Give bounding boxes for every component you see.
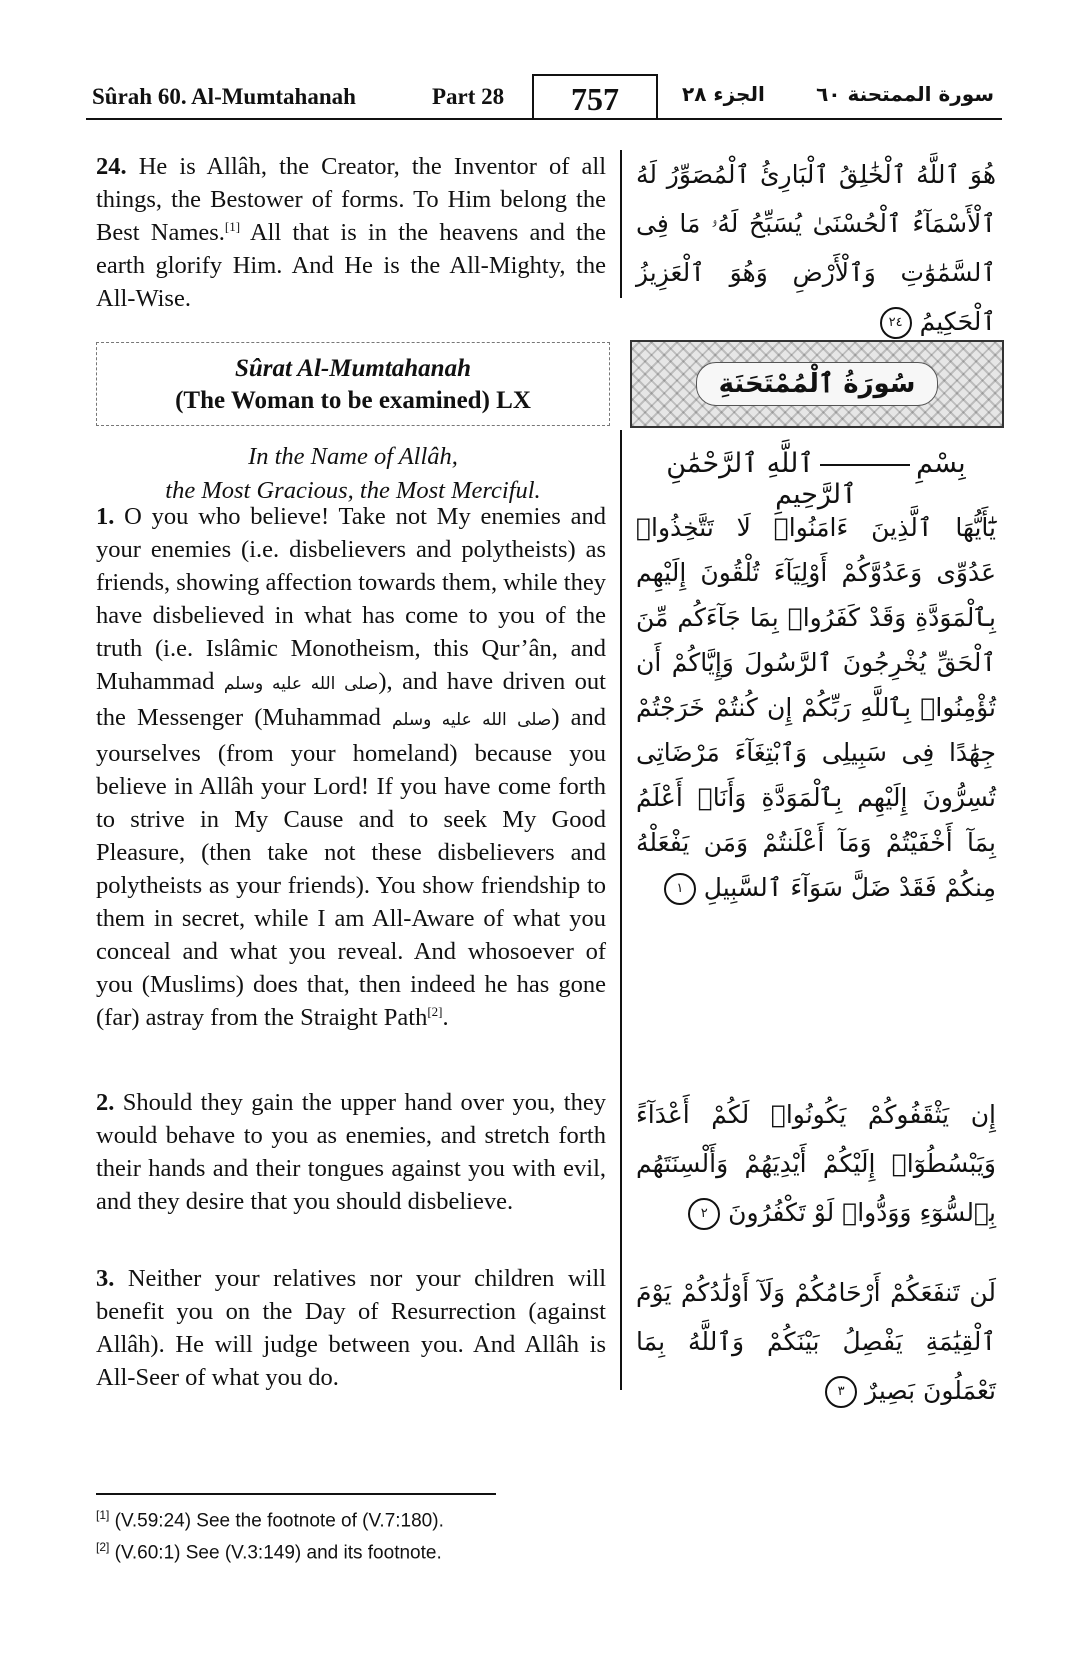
ayah-number-marker: ٢ [688,1198,720,1230]
ayah-number-marker: ٢٤ [880,307,912,339]
verse-number: 2. [96,1089,115,1116]
surah-header-title: Sûrah 60. Al-Mumtahanah [92,84,356,109]
arabic-part-label: الجزء ٢٨ [682,82,765,106]
ayah-number-marker: ٣ [825,1376,857,1408]
basmala-english: In the Name of Allâh, the Most Gracious, the Most Merciful. [165,443,541,504]
surah-title: Sûrat Al-Mumtahanah [235,355,471,382]
column-divider [620,430,622,1390]
footnote-mark: [2] [96,1540,110,1554]
basmala-arabic: بِسْمِٱللَّهِ ٱلرَّحْمَٰنِ ٱلرَّحِيمِ [666,448,966,510]
verse-24-arabic: هُوَ ٱللَّهُ ٱلْخَٰلِقُ ٱلْبَارِئُ ٱلْمُصَوِّرُ لَهُ ٱلْأَسْمَآءُ ٱلْحُسْنَىٰ يُسَبِّحُ لَهُۥ مَا فِى ٱلسَّمَٰوَٰتِ وَٱلْأَرْضِ وَهُوَ ٱلْعَزِيزُ ٱلْحَكِيمُ ٢٤ [636,150,996,346]
footnote-rule [96,1493,496,1495]
verse-number: 24. [96,153,127,180]
part-label: Part 28 [432,84,505,109]
verse-number: 3. [96,1265,115,1292]
arabic-surah-title-ornament [630,340,1004,428]
surah-title-box [96,342,610,426]
verse-24-english: 24. He is Allâh, the Creator, the Inventor of all things, the Bestower of forms. To Him belong the Best Names.[1] All that is in the heavens and the earth glorify Him. And He is the All-Mighty, the All-Wise. [96,153,606,312]
verse-number: 1. [96,503,115,530]
footnote-ref[interactable]: [1] [224,218,241,234]
surah-subtitle: (The Woman to be examined) LX [175,387,531,414]
footnote-2: [2] (V.60:1) See (V.3:149) and its footnote. [96,1540,442,1564]
verse-2-arabic: إِن يَثْقَفُوكُمْ يَكُونُوا۟ لَكُمْ أَعْدَآءً وَيَبْسُطُوٓا۟ إِلَيْكُمْ أَيْدِيَهُمْ وَأَلْسِنَتَهُم بِٱلسُّوٓءِ وَوَدُّوا۟ لَوْ تَكْفُرُونَ ٢ [636,1090,996,1237]
salawat-text: صلى الله عليه وسلم [391,710,552,730]
verse-3-arabic: لَن تَنفَعَكُمْ أَرْحَامُكُمْ وَلَآ أَوْلَٰدُكُمْ يَوْمَ ٱلْقِيَٰمَةِ يَفْصِلُ بَيْنَكُمْ وَٱللَّهُ بِمَا تَعْمَلُونَ بَصِيرٌ ٣ [636,1268,996,1415]
verse-1-english: 1. O you who believe! Take not My enemies and your enemies (i.e. disbelievers and polytheists) as friends, showing affection towards them, while they have disbelieved in what has come to you of the truth (i.e. Islâmic Monotheism, this Qur’ân, and Muhammad صلى الله عليه وسلم), and have driven out the Messenger (Muhammad صلى الله عليه وسلم) and yourselves (from your homeland) because you believe in Allâh your Lord! If you have come forth to strive in My Cause and to seek My Good Pleasure, (then take not these disbelievers and polytheists as your friends). You show friendship to them in secret, while I am All-Aware of what you conceal and what you reveal. And whosoever of you (Muslims) does that, then indeed he has gone (far) astray from the Straight Path[2]. [96,503,607,1031]
salawat-text: صلى الله عليه وسلم [223,674,379,694]
page-header [86,74,1002,120]
arabic-surah-header: سورة الممتحنة ٦٠ [816,82,994,106]
column-divider [620,150,622,298]
basmala-rule [820,464,910,466]
verse-3-english: 3. Neither your relatives nor your children will benefit you on the Day of Resurrection (against Allâh). He will judge between you. And Allâh is All-Seer of what you do. [96,1265,606,1391]
arabic-surah-title: سُورَةُ ٱلْمُمْتَحَنَةِ [696,362,939,406]
footnote-1: [1] (V.59:24) See the footnote of (V.7:180). [96,1508,444,1532]
page-number: 757 [532,74,658,118]
ayah-number-marker: ١ [664,873,696,905]
verse-2-english: 2. Should they gain the upper hand over you, they would behave to you as enemies, and stretch forth their hands and their tongues against you with evil, and they desire that you should disbelieve. [96,1089,606,1215]
footnote-mark: [1] [96,1508,110,1522]
footnote-ref[interactable]: [2] [427,1003,443,1019]
verse-1-arabic: يَٰٓأَيُّهَا ٱلَّذِينَ ءَامَنُوا۟ لَا تَتَّخِذُوا۟ عَدُوِّى وَعَدُوَّكُمْ أَوْلِيَآءَ تُلْقُونَ إِلَيْهِم بِٱلْمَوَدَّةِ وَقَدْ كَفَرُوا۟ بِمَا جَآءَكُم مِّنَ ٱلْحَقِّ يُخْرِجُونَ ٱلرَّسُولَ وَإِيَّاكُمْ أَن تُؤْمِنُوا۟ بِٱللَّهِ رَبِّكُمْ إِن كُنتُمْ خَرَجْتُمْ جِهَٰدًا فِى سَبِيلِى وَٱبْتِغَآءَ مَرْضَاتِى تُسِرُّونَ إِلَيْهِم بِٱلْمَوَدَّةِ وَأَنَا۠ أَعْلَمُ بِمَآ أَخْفَيْتُمْ وَمَآ أَعْلَنتُمْ وَمَن يَفْعَلْهُ مِنكُمْ فَقَدْ ضَلَّ سَوَآءَ ٱلسَّبِيلِ ١ [636,505,996,910]
